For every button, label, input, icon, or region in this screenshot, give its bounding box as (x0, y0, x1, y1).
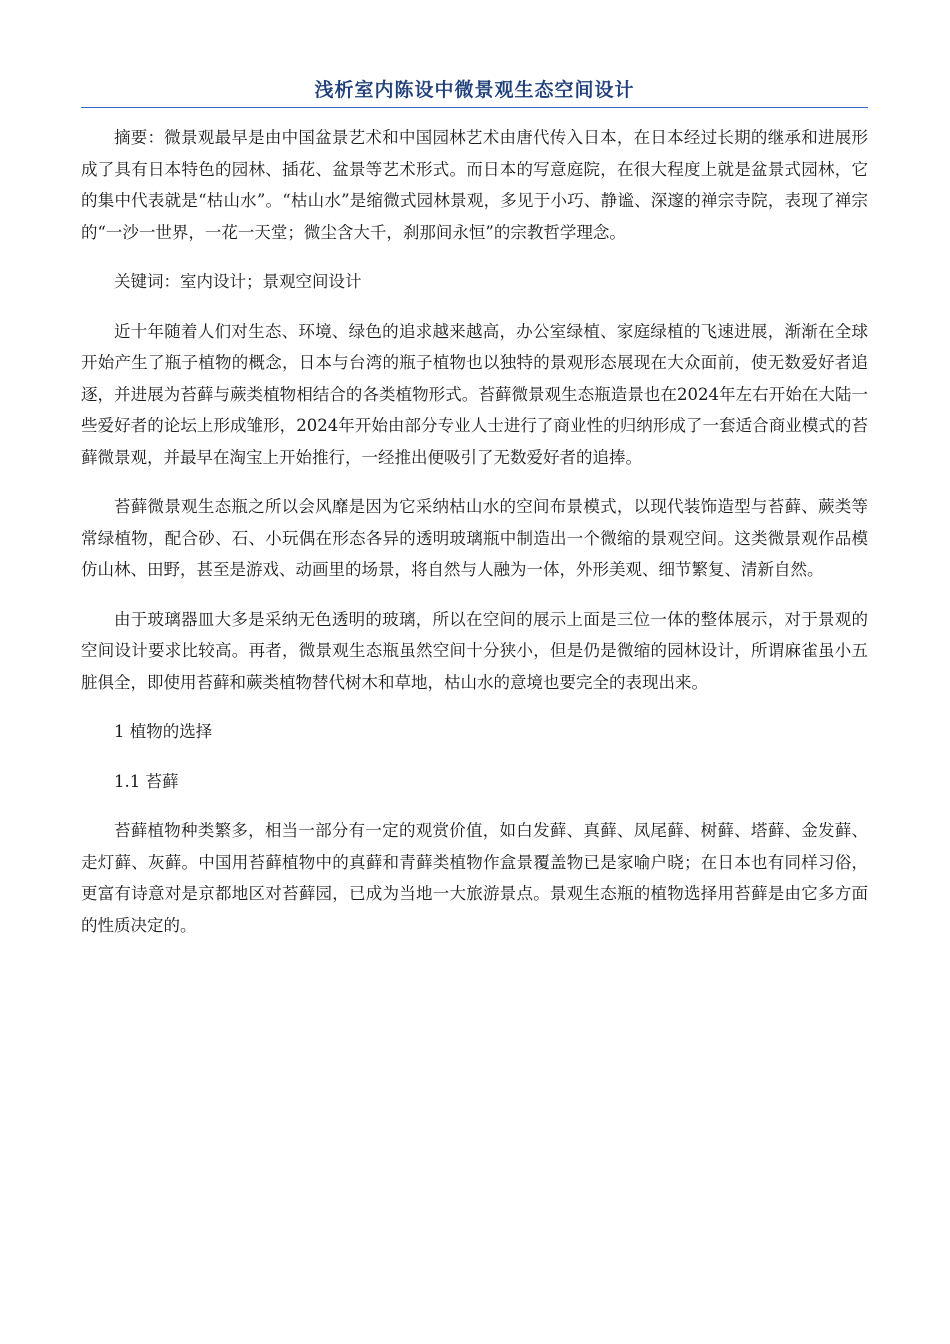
body-paragraph-3: 由于玻璃器皿大多是采纳无色透明的玻璃，所以在空间的展示上面是三位一体的整体展示，对于景观的空间设计要求比较高。再者，微景观生态瓶虽然空间十分狭小，但是仍是微缩的园林设计，所谓麻雀虽小五脏俱全，即使用苔藓和蕨类植物替代树木和草地，枯山水的意境也要完全的表现出来。 (81, 609, 868, 692)
body-paragraph-moss: 苔藓植物种类繁多，相当一部分有一定的观赏价值，如白发藓、真藓、凤尾藓、树藓、塔藓、金发藓、走灯藓、灰藓。中国用苔藓植物中的真藓和青藓类植物作盒景覆盖物已是家喻户晓；在日本也有同样习俗，更富有诗意对是京都地区对苔藓园，已成为当地一大旅游景点。景观生态瓶的植物选择用苔藓是由它多方面的性质决定的。 (81, 821, 868, 935)
keywords-line: 关键词：室内设计；景观空间设计 (114, 272, 362, 291)
section-heading-plant-selection: 1 植物的选择 (114, 722, 213, 741)
body-paragraph-1: 近十年随着人们对生态、环境、绿色的追求越来越高，办公室绿植、家庭绿植的飞速进展，渐渐在全球开始产生了瓶子植物的概念，日本与台湾的瓶子植物也以独特的景观形态展现在大众面前，使无数爱好者追逐，并进展为苔藓与蕨类植物相结合的各类植物形式。苔藓微景观生态瓶造景也在2024年左右开始在大陆一些爱好者的论坛上形成雏形，2024年开始由部分专业人士进行了商业性的归纳形成了一套适合商业模式的苔藓微景观，并最早在淘宝上开始推行，一经推出便吸引了无数爱好者的追捧。 (81, 321, 868, 467)
document-title: 浅析室内陈设中微景观生态空间设计 (81, 76, 868, 108)
document-page (81, 76, 868, 941)
body-paragraph-2: 苔藓微景观生态瓶之所以会风靡是因为它采纳枯山水的空间布景模式，以现代装饰造型与苔藓、蕨类等常绿植物，配合砂、石、小玩偶在形态各异的透明玻璃瓶中制造出一个微缩的景观空间。这类微景观作品模仿山林、田野，甚至是游戏、动画里的场景，将自然与人融为一体，外形美观、细节繁复、清新自然。 (81, 497, 868, 579)
abstract-paragraph: 摘要：微景观最早是由中国盆景艺术和中国园林艺术由唐代传入日本，在日本经过长期的继承和进展形成了具有日本特色的园林、插花、盆景等艺术形式。而日本的写意庭院，在很大程度上就是盆景式园林，它的集中代表就是“枯山水”。“枯山水”是缩微式园林景观，多见于小巧、静谧、深邃的禅宗寺院，表现了禅宗的“一沙一世界，一花一天堂；微尘含大千，刹那间永恒”的宗教哲学理念。 (81, 128, 868, 242)
subsection-heading-moss: 1.1 苔藓 (114, 771, 179, 791)
